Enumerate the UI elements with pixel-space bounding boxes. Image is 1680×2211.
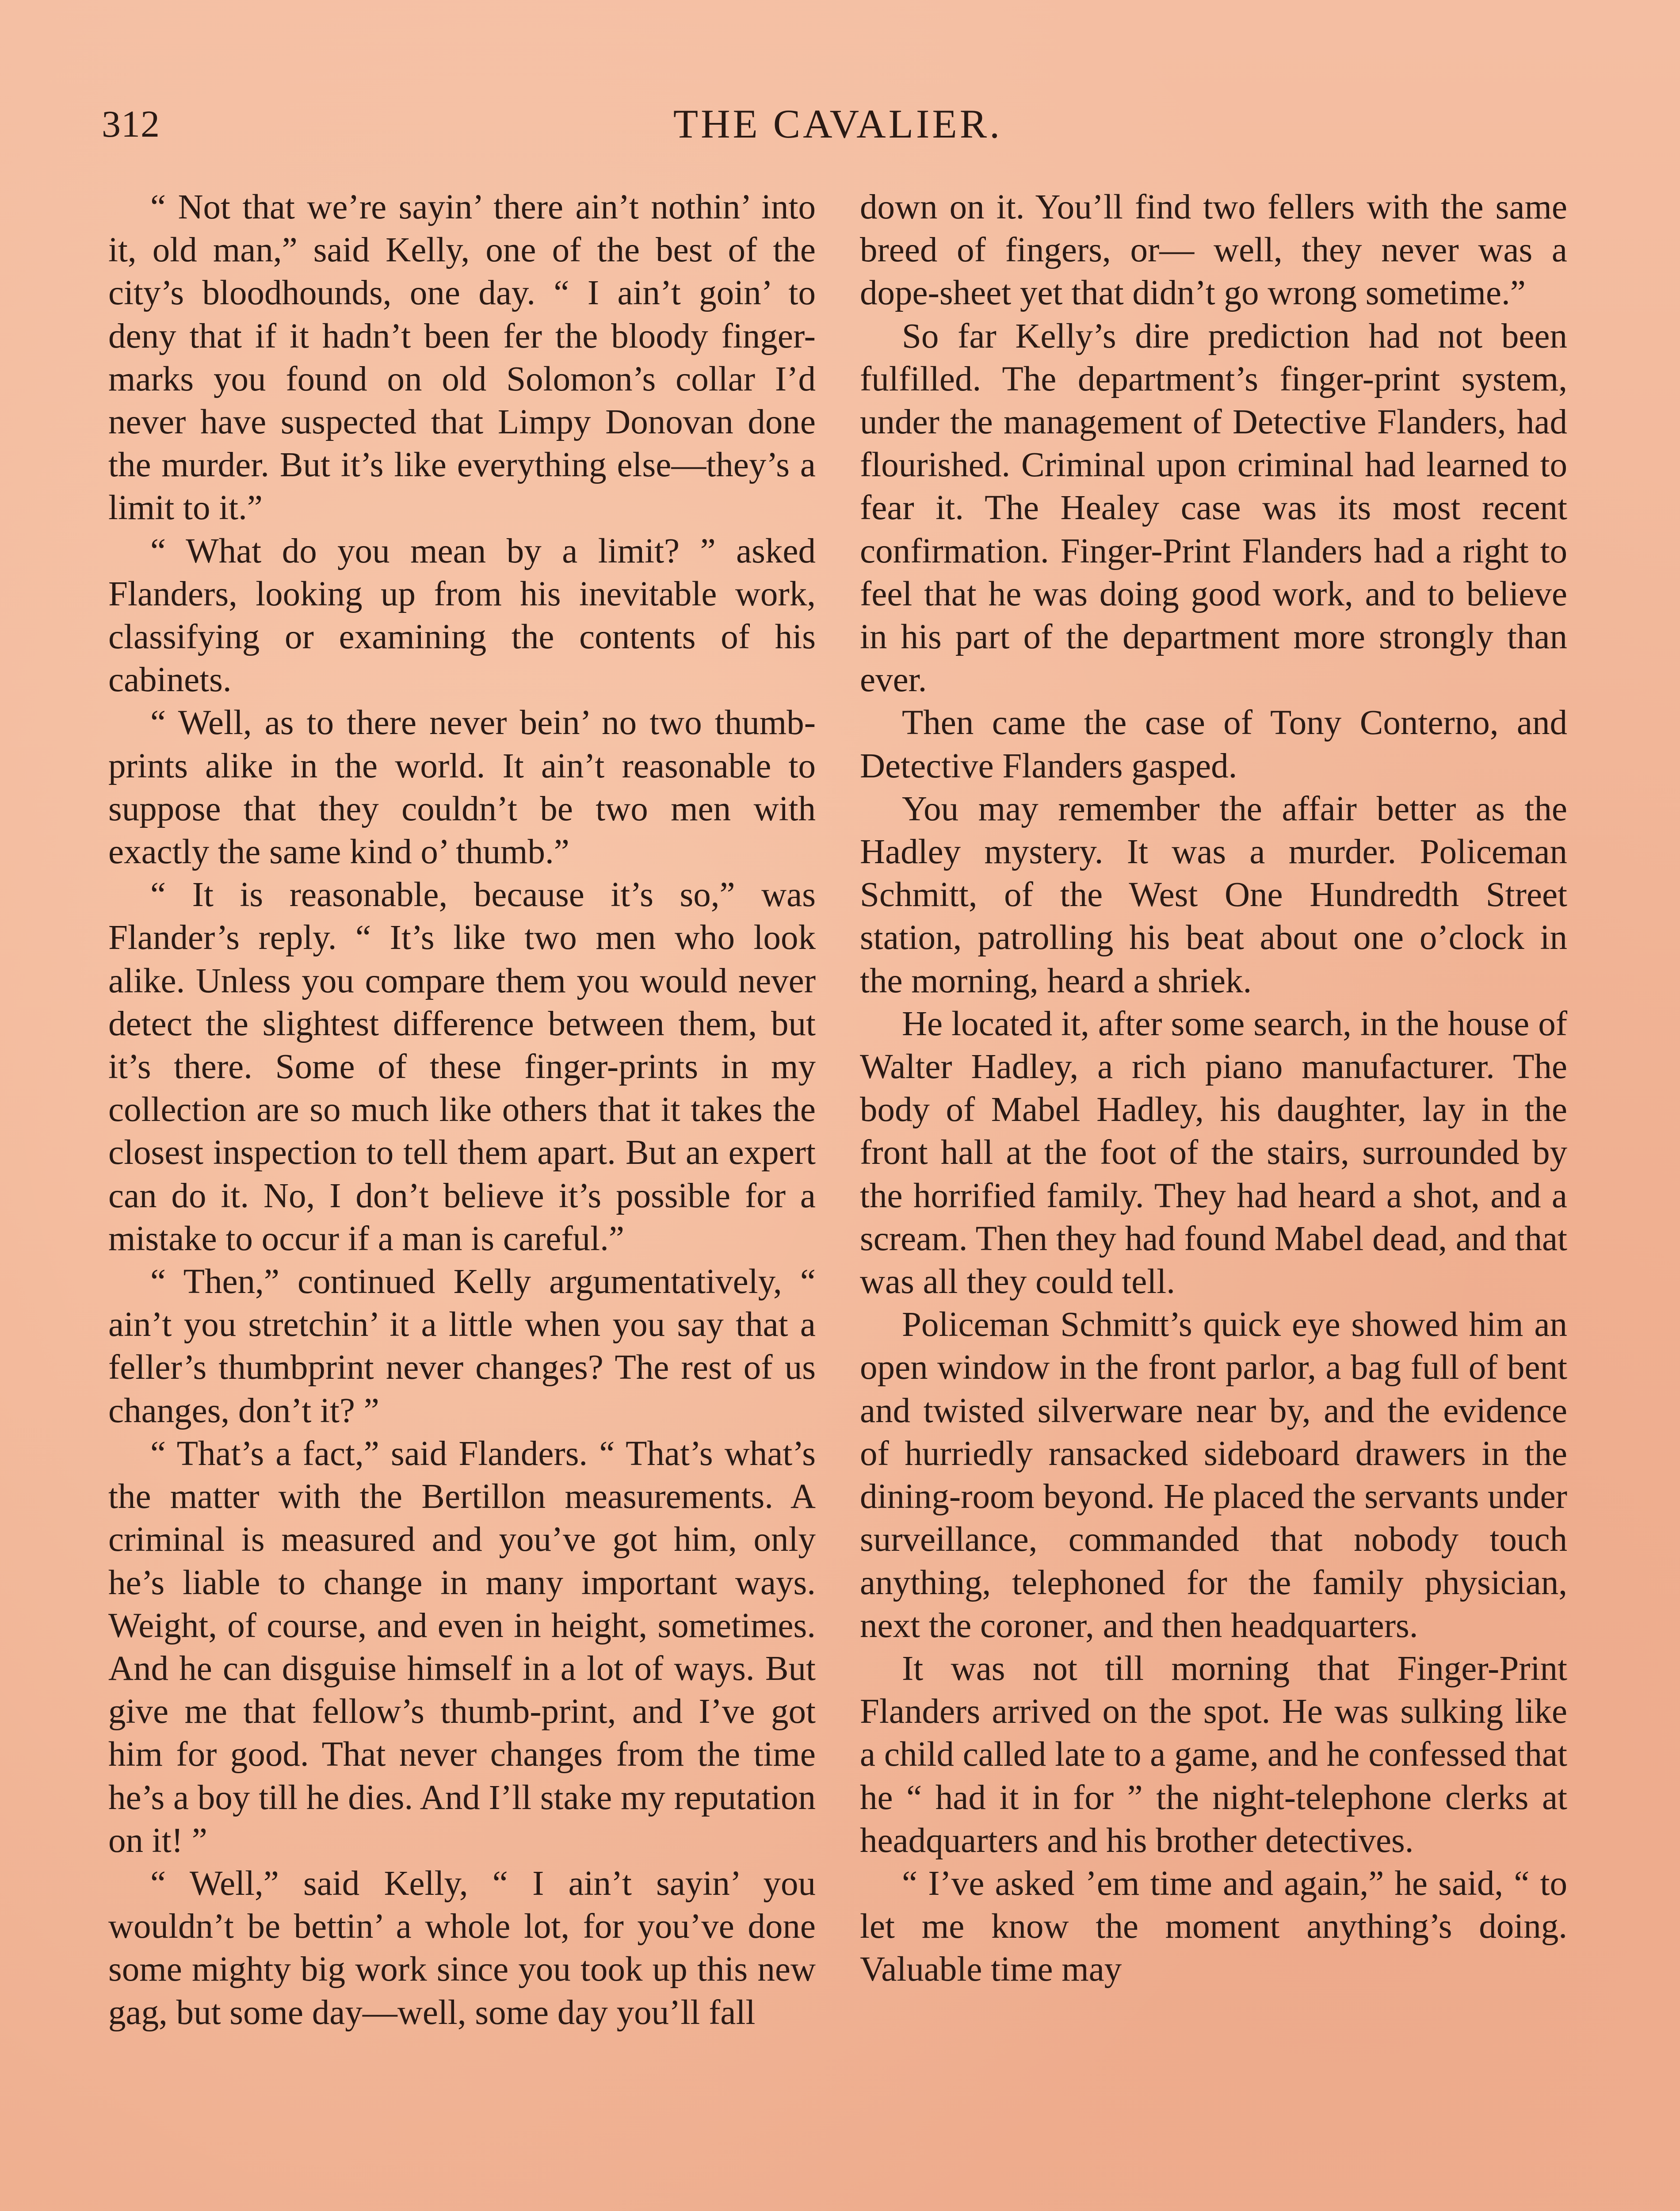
page-number: 312: [102, 103, 160, 145]
left-column: [108, 186, 816, 2211]
paragraph: down on it. You’ll find two fellers with the same breed of fingers, or— well, they never was a dope-sheet yet that didn’t go wrong sometime.”: [860, 188, 1567, 313]
page-header: [102, 97, 1574, 155]
right-column: [860, 186, 1567, 2211]
paragraph: “ I’ve asked ’em time and again,” he said, “ to let me know the moment anything’s doing. Valuable time may: [860, 1864, 1567, 1989]
paragraph: “ That’s a fact,” said Flanders. “ That’s what’s the matter with the Bertillon measurements. A criminal is measured and you’ve got him, only he’s liable to change in many important ways. Weight, of course, and even in height, sometimes. And he can disguise himself in a lot of ways. But give me that fellow’s thumb-print, and I’ve got him for good. That never changes from the time he’s a boy till he dies. And I’ll stake my reputation on it! ”: [108, 1434, 816, 1860]
paragraph: “ What do you mean by a limit? ” asked Flanders, looking up from his inevitable work, classifying or examining the contents of his cabinets.: [108, 532, 816, 700]
paragraph: “ Not that we’re sayin’ there ain’t nothin’ into it, old man,” said Kelly, one of the best of the city’s bloodhounds, one day. “ I ain’t goin’ to deny that if it hadn’t been fer the bloody finger-marks you found on old Solomon’s collar I’d never have suspected that Limpy Donovan done the murder. But it’s like everything else—they’s a limit to it.”: [108, 188, 816, 528]
paragraph: “ It is reasonable, because it’s so,” was Flander’s reply. “ It’s like two men who look alike. Unless you compare them you would never detect the slightest difference between them, but it’s there. Some of these finger-prints in my collection are so much like others that it takes the closest inspection to tell them apart. But an expert can do it. No, I don’t believe it’s possible for a mistake to occur if a man is careful.”: [108, 876, 816, 1258]
paragraph: “ Then,” continued Kelly argumentatively, “ ain’t you stretchin’ it a little when you say that a feller’s thumbprint never changes? The rest of us changes, don’t it? ”: [108, 1262, 816, 1430]
paragraph: It was not till morning that Finger-Print Flanders arrived on the spot. He was sulking like a child called late to a game, and he confessed that he “ had it in for ” the night-telephone clerks at headquarters and his brother detectives.: [860, 1649, 1567, 1860]
paragraph: So far Kelly’s dire prediction had not been fulfilled. The department’s finger-print system, under the management of Detective Flanders, had flourished. Criminal upon criminal had learned to fear it. The Healey case was its most recent confirmation. Finger-Print Flanders had a right to feel that he was doing good work, and to believe in his part of the department more strongly than ever.: [860, 317, 1567, 700]
paragraph: “ Well, as to there never bein’ no two thumb-prints alike in the world. It ain’t reasonable to suppose that they couldn’t be two men with exactly the same kind o’ thumb.”: [108, 704, 816, 872]
running-title: THE CAVALIER.: [673, 101, 1003, 146]
paragraph: You may remember the affair better as the Hadley mystery. It was a murder. Policeman Schmitt, of the West One Hundredth Street station, patrolling his beat about one o’clock in the morning, heard a shriek.: [860, 789, 1567, 1000]
paragraph: Then came the case of Tony Conterno, and Detective Flanders gasped.: [860, 704, 1567, 785]
paragraph: Policeman Schmitt’s quick eye showed him an open window in the front parlor, a bag full of bent and twisted silverware near by, and the evidence of hurriedly ransacked sideboard drawers in the dining-room beyond. He placed the servants under surveillance, commanded that nobody touch anything, telephoned for the family physician, next the coroner, and then headquarters.: [860, 1305, 1567, 1645]
paragraph: He located it, after some search, in the house of Walter Hadley, a rich piano manufacturer. The body of Mabel Hadley, his daughter, lay in the front hall at the foot of the stairs, surrounded by the horrified family. They had heard a shot, and a scream. Then they had found Mabel dead, and that was all they could tell.: [860, 1004, 1567, 1301]
paragraph: “ Well,” said Kelly, “ I ain’t sayin’ you wouldn’t be bettin’ a whole lot, for you’ve done some mighty big work since you took up this new gag, but some day—well, some day you’ll fall: [108, 1864, 816, 2032]
